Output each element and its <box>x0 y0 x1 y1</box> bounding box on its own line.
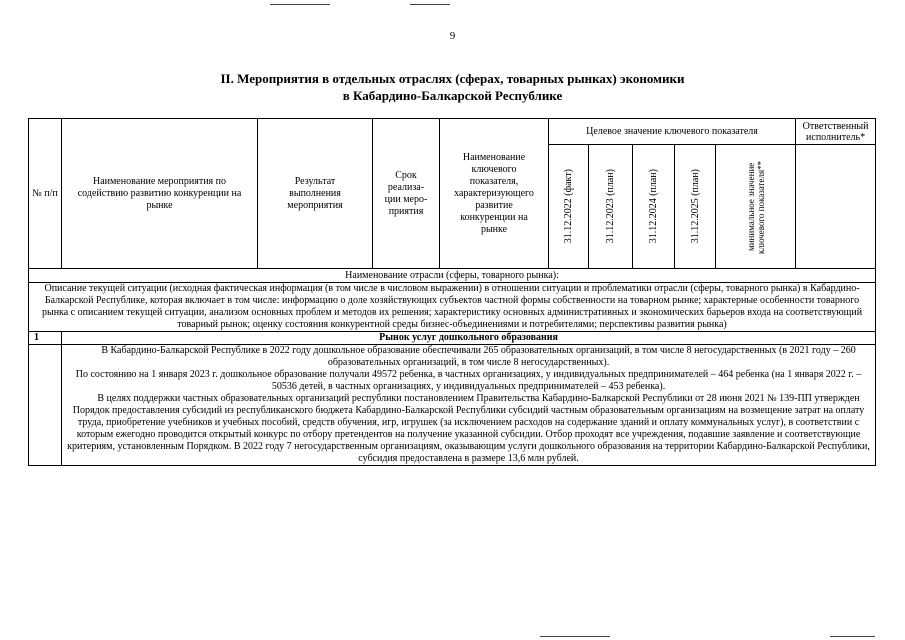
page-number: 9 <box>449 30 456 42</box>
header-term: Срок реализа-ции меро-приятия <box>373 119 440 269</box>
market-name: Рынок услуг дошкольного образования <box>62 332 876 345</box>
header-year-2025: 31.12.2025 (план) <box>675 145 716 269</box>
market-description <box>62 345 876 466</box>
header-year-2024: 31.12.2024 (план) <box>633 145 675 269</box>
section-title-line2: в Кабардино-Балкарской Республике <box>342 88 563 103</box>
header-target-value: Целевое значение ключевого показателя <box>549 119 796 145</box>
market-paragraph: В Кабардино-Балкарской Республике в 2022 году дошкольное образование обеспечивали 265 образовательных организаций, в том числе 8 негосударственных (в 2021 году – 260 образовательных организаций, в том числе 8 негосударственных). <box>101 345 856 368</box>
sector-row: Наименование отрасли (сферы, товарного рынка): <box>29 269 876 283</box>
market-paragraph: В целях поддержки частных образовательных организаций республики постановлением Правительства Кабардино-Балкарской Республики от 28 июня 2021 № 139-ПП утвержден Порядок предоставления субсидий из республиканского бюджета Кабардино-Балкарской Республики субсидий частным образовательным организациям на возмещение затрат на оплату труда, приобретение учебников и учебных пособий, средств обучения, игр, игрушек (за исключением расходов на содержание зданий и оплату коммунальных услуг), в соответствии с которым ежегодно проводится открытый конкурс по отбору претендентов на получение указанной субсидии. Отбор проходят все учреждения, подавшие заявление и соответствующие критериям, установленным Порядком. В 2022 году 7 негосударственным организациям, оказывающим услуги дошкольного образования на территории Кабардино-Балкарской Республики, субсидия предоставлена в размере 13,6 млн рублей. <box>67 393 870 464</box>
header-measure: Наименование мероприятия по содействию развитию конкуренции на рынке <box>62 119 258 269</box>
header-responsible: Ответственный исполнитель* <box>796 119 876 145</box>
market-number: 1 <box>29 332 62 345</box>
situation-description: Описание текущей ситуации (исходная фактическая информация (в том числе в числовом выражении) в отношении ситуации и проблематики отрасли (сферы, товарного рынка) в Кабардино-Балкарской Республике, которая включает в том числе: информацию о доле хозяйствующих субъектов частной формы собственности на товарном рынке; характерные особенности товарного рынка с описанием текущей ситуации, анализом основных проблем и методов их решения; характеристику основных административных и экономических барьеров входа на соответствующий товарный рынок; оценку состояния конкурентной среды бизнес-объединениями и потребителями; перспективы развития рынка) <box>29 283 876 332</box>
section-title <box>0 70 905 104</box>
measures-table <box>28 118 876 466</box>
scan-artifact-top <box>270 4 330 5</box>
header-result: Результат выполнения мероприятия <box>258 119 373 269</box>
header-responsible-empty <box>796 145 876 269</box>
scan-artifact-bottom <box>830 636 875 637</box>
header-num: № п/п <box>29 119 62 269</box>
header-min-value: минимальное значение ключевого показателя** <box>716 145 796 269</box>
scan-artifact-top <box>410 4 450 5</box>
scan-artifact-bottom <box>540 636 610 637</box>
header-indicator: Наименование ключевого показателя, характеризующего развитие конкуренции на рынке <box>440 119 549 269</box>
header-year-2023: 31.12.2023 (план) <box>589 145 633 269</box>
header-year-2022: 31.12.2022 (факт) <box>549 145 589 269</box>
section-title-line1: II. Мероприятия в отдельных отраслях (сферах, товарных рынках) экономики <box>220 71 685 86</box>
market-paragraph: По состоянию на 1 января 2023 г. дошкольное образование получали 49572 ребенка, в частных организациях, у индивидуальных предпринимателей – 464 ребенка (на 1 января 2022 г. – 50536 детей, в частных организациях, у индивидуальных предпринимателей – 453 ребенка). <box>75 369 862 392</box>
market-body-num-cell <box>29 345 62 466</box>
